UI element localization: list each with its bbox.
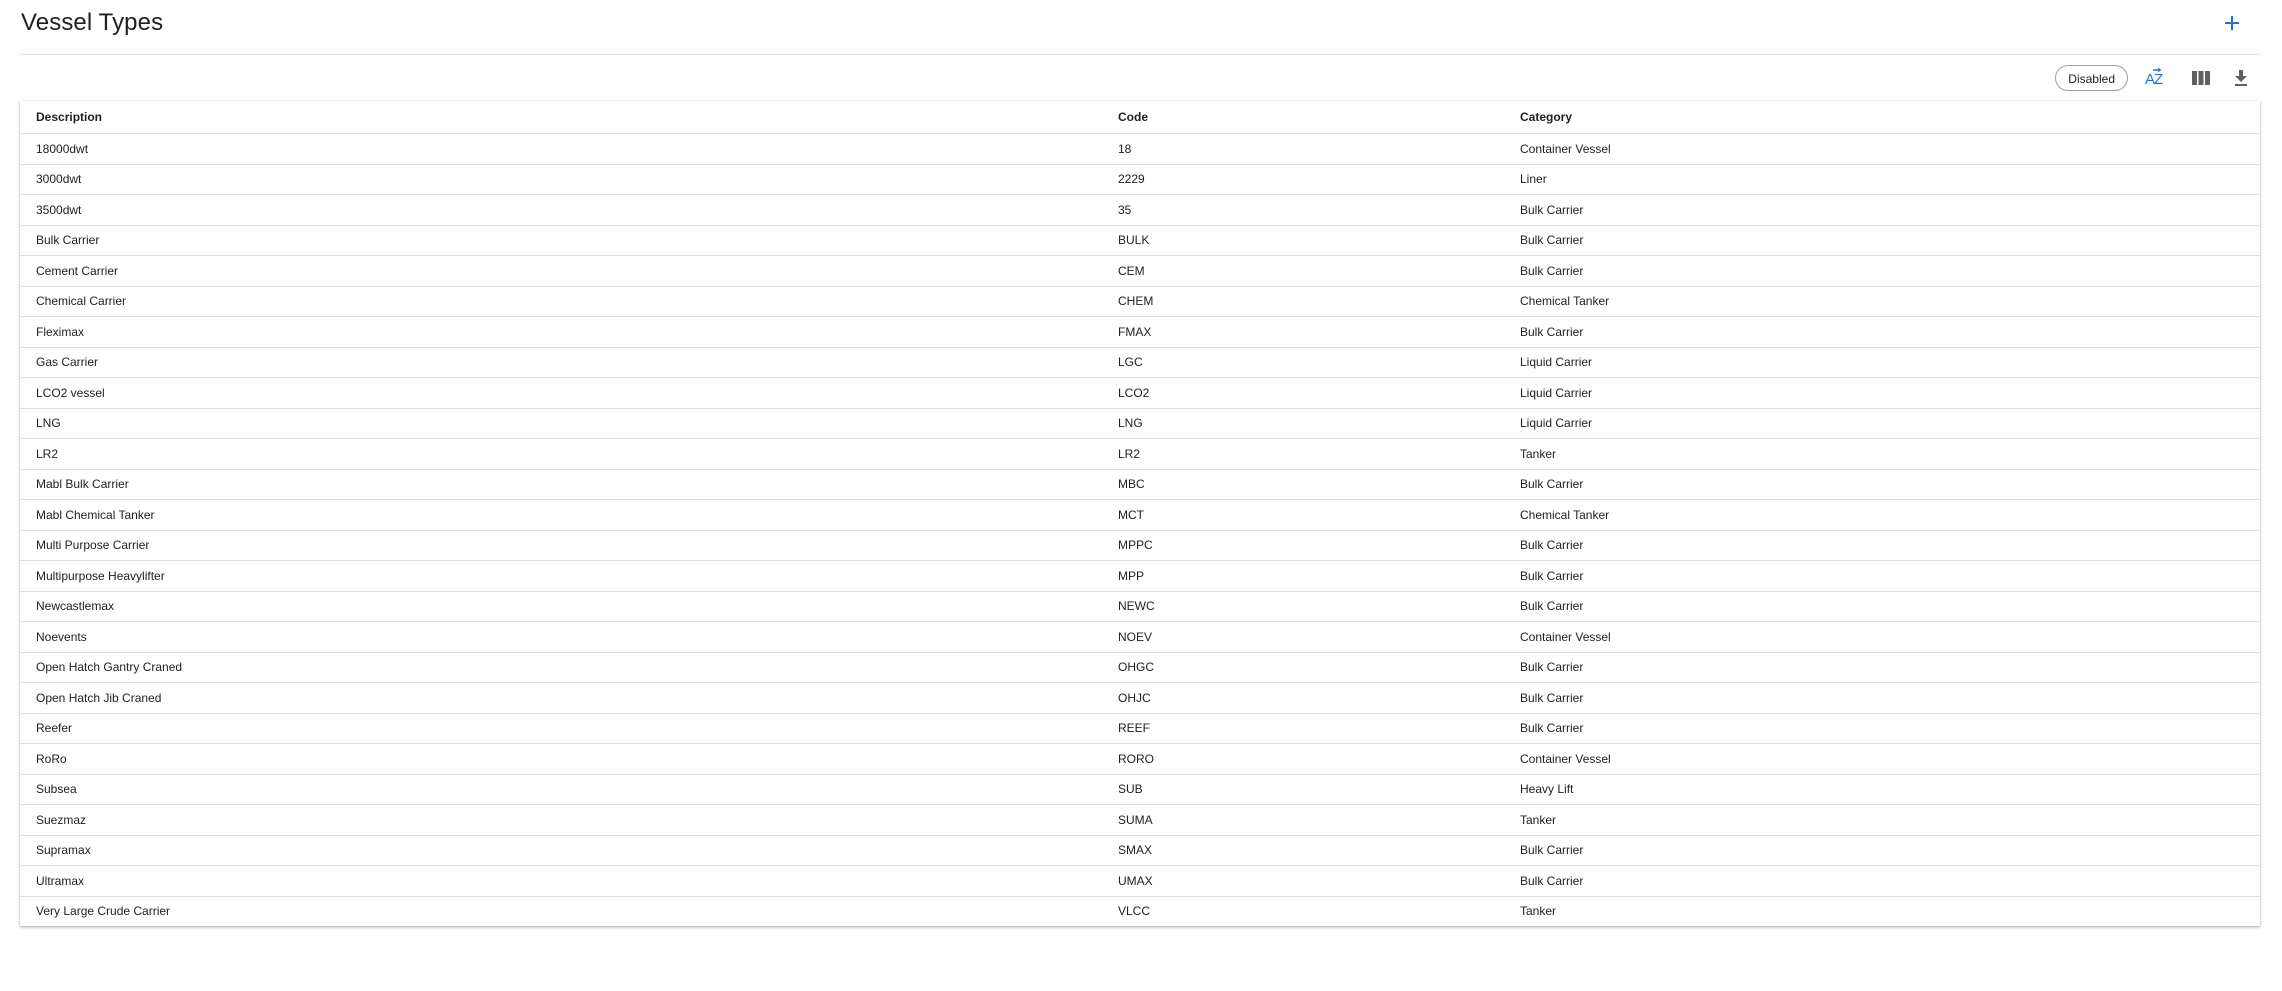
cell-code: NEWC	[1102, 591, 1504, 622]
table-row[interactable]	[20, 195, 2260, 226]
cell-description: Supramax	[20, 835, 1102, 866]
cell-category: Bulk Carrier	[1504, 469, 2260, 500]
cell-category: Bulk Carrier	[1504, 256, 2260, 287]
cell-code: 35	[1102, 195, 1504, 226]
table-row[interactable]	[20, 835, 2260, 866]
cell-code: LNG	[1102, 408, 1504, 439]
vessel-types-table-container	[20, 101, 2260, 926]
table-row[interactable]	[20, 805, 2260, 836]
cell-code: MPP	[1102, 561, 1504, 592]
table-row[interactable]	[20, 896, 2260, 926]
svg-text:A: A	[2145, 71, 2156, 88]
vessel-types-table	[20, 101, 2260, 926]
cell-code: LCO2	[1102, 378, 1504, 409]
table-row[interactable]	[20, 530, 2260, 561]
cell-category: Bulk Carrier	[1504, 713, 2260, 744]
sort-az-icon	[2144, 68, 2166, 88]
table-body	[20, 134, 2260, 927]
cell-category: Bulk Carrier	[1504, 225, 2260, 256]
cell-code: MBC	[1102, 469, 1504, 500]
cell-code: 18	[1102, 134, 1504, 165]
table-row[interactable]	[20, 164, 2260, 195]
cell-code: NOEV	[1102, 622, 1504, 653]
column-header-code[interactable]: Code	[1102, 101, 1504, 134]
cell-code: 2229	[1102, 164, 1504, 195]
view-columns-icon	[2192, 71, 2210, 85]
cell-code: MPPC	[1102, 530, 1504, 561]
table-row[interactable]	[20, 317, 2260, 348]
table-row[interactable]	[20, 866, 2260, 897]
cell-code: LGC	[1102, 347, 1504, 378]
download-icon	[2234, 70, 2248, 86]
cell-description: Reefer	[20, 713, 1102, 744]
cell-description: RoRo	[20, 744, 1102, 775]
cell-description: Mabl Chemical Tanker	[20, 500, 1102, 531]
page-title: Vessel Types	[21, 9, 164, 36]
cell-code: REEF	[1102, 713, 1504, 744]
table-row[interactable]	[20, 439, 2260, 470]
cell-description: Subsea	[20, 774, 1102, 805]
cell-description: Suezmaz	[20, 805, 1102, 836]
cell-category: Chemical Tanker	[1504, 500, 2260, 531]
cell-code: CHEM	[1102, 286, 1504, 317]
cell-description: LNG	[20, 408, 1102, 439]
cell-category: Liner	[1504, 164, 2260, 195]
cell-description: 18000dwt	[20, 134, 1102, 165]
cell-category: Bulk Carrier	[1504, 652, 2260, 683]
cell-category: Liquid Carrier	[1504, 378, 2260, 409]
column-header-category[interactable]: Category	[1504, 101, 2260, 134]
cell-category: Tanker	[1520, 904, 1557, 919]
cell-category: Tanker	[1504, 805, 2260, 836]
cell-code: BULK	[1102, 225, 1504, 256]
cell-description: LCO2 vessel	[20, 378, 1102, 409]
page-header	[20, 0, 2260, 55]
cell-category: Liquid Carrier	[1504, 408, 2260, 439]
table-row[interactable]	[20, 652, 2260, 683]
table-row[interactable]	[20, 561, 2260, 592]
download-button[interactable]	[2228, 65, 2254, 91]
table-row[interactable]	[20, 347, 2260, 378]
cell-description: Open Hatch Jib Craned	[20, 683, 1102, 714]
cell-category: Bulk Carrier	[1504, 317, 2260, 348]
cell-category: Container Vessel	[1504, 744, 2260, 775]
table-toolbar	[20, 55, 2260, 101]
table-row[interactable]	[20, 469, 2260, 500]
table-row[interactable]	[20, 683, 2260, 714]
table-header-row	[20, 101, 2260, 134]
cell-description: Chemical Carrier	[20, 286, 1102, 317]
cell-description: Very Large Crude Carrier	[36, 904, 171, 919]
table-row[interactable]	[20, 256, 2260, 287]
cell-code: LR2	[1102, 439, 1504, 470]
cell-code: MCT	[1102, 500, 1504, 531]
table-row[interactable]	[20, 713, 2260, 744]
svg-text:Z: Z	[2154, 71, 2164, 88]
table-row[interactable]	[20, 774, 2260, 805]
table-row[interactable]	[20, 744, 2260, 775]
cell-description: Multipurpose Heavylifter	[20, 561, 1102, 592]
table-row[interactable]	[20, 134, 2260, 165]
cell-code: RORO	[1102, 744, 1504, 775]
table-row[interactable]	[20, 622, 2260, 653]
cell-category: Bulk Carrier	[1504, 561, 2260, 592]
vessel-types-page	[20, 0, 2260, 926]
columns-button[interactable]	[2188, 65, 2214, 91]
cell-category: Tanker	[1504, 439, 2260, 470]
cell-description: Newcastlemax	[20, 591, 1102, 622]
cell-category: Bulk Carrier	[1504, 530, 2260, 561]
cell-category: Liquid Carrier	[1504, 347, 2260, 378]
cell-category: Chemical Tanker	[1504, 286, 2260, 317]
table-row[interactable]	[20, 225, 2260, 256]
cell-code: CEM	[1102, 256, 1504, 287]
cell-description: Open Hatch Gantry Craned	[20, 652, 1102, 683]
table-row[interactable]	[20, 378, 2260, 409]
cell-category: Bulk Carrier	[1504, 683, 2260, 714]
cell-category: Container Vessel	[1504, 134, 2260, 165]
cell-code: OHGC	[1102, 652, 1504, 683]
cell-category: Bulk Carrier	[1504, 835, 2260, 866]
cell-code: FMAX	[1102, 317, 1504, 348]
filter-chip-disabled[interactable]: Disabled	[2055, 65, 2128, 91]
cell-code: UMAX	[1102, 866, 1504, 897]
table-row[interactable]	[20, 591, 2260, 622]
table-row[interactable]	[20, 500, 2260, 531]
cell-description: 3000dwt	[20, 164, 1102, 195]
cell-description: Multi Purpose Carrier	[20, 530, 1102, 561]
cell-description: Cement Carrier	[20, 256, 1102, 287]
cell-description: Fleximax	[20, 317, 1102, 348]
cell-description: Mabl Bulk Carrier	[20, 469, 1102, 500]
add-vessel-type-button[interactable]	[2220, 11, 2244, 35]
cell-description: Ultramax	[20, 866, 1102, 897]
cell-description: Bulk Carrier	[20, 225, 1102, 256]
table-row[interactable]	[20, 286, 2260, 317]
cell-code: VLCC	[1118, 904, 1151, 919]
cell-code: SMAX	[1102, 835, 1504, 866]
cell-description: 3500dwt	[20, 195, 1102, 226]
cell-description: Noevents	[20, 622, 1102, 653]
cell-code: OHJC	[1102, 683, 1504, 714]
cell-category: Container Vessel	[1504, 622, 2260, 653]
cell-description: LR2	[20, 439, 1102, 470]
cell-category: Bulk Carrier	[1504, 195, 2260, 226]
cell-category: Heavy Lift	[1504, 774, 2260, 805]
cell-category: Bulk Carrier	[1504, 866, 2260, 897]
plus-icon	[2224, 15, 2240, 31]
cell-category: Bulk Carrier	[1504, 591, 2260, 622]
cell-description: Gas Carrier	[20, 347, 1102, 378]
table-row[interactable]	[20, 408, 2260, 439]
sort-button[interactable]	[2142, 65, 2168, 91]
cell-code: SUB	[1102, 774, 1504, 805]
column-header-description[interactable]: Description	[20, 101, 1102, 134]
cell-code: SUMA	[1102, 805, 1504, 836]
